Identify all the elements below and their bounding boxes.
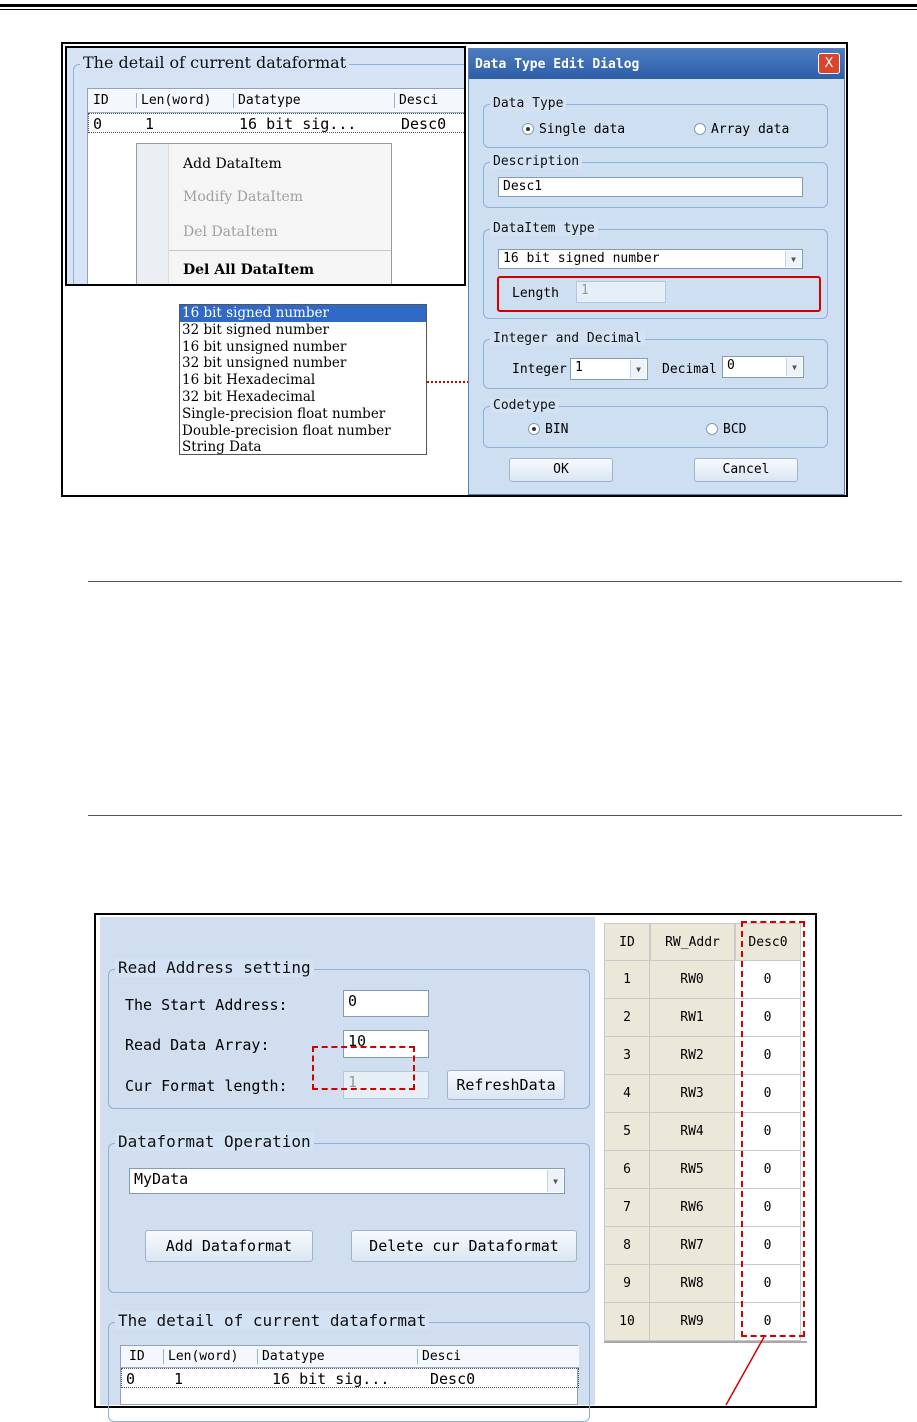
datatype-list xyxy=(179,304,427,455)
chevron-down-icon: ▼ xyxy=(547,1170,563,1192)
start-address-input[interactable]: 0 xyxy=(343,990,429,1017)
col-desc[interactable]: Desci xyxy=(394,93,438,108)
grid-cell-rwaddr[interactable]: RW1 xyxy=(650,999,735,1037)
datatype-option[interactable]: 32 bit signed number xyxy=(182,321,329,338)
dialog-title: Data Type Edit Dialog xyxy=(475,57,640,72)
radio-on-icon xyxy=(522,123,534,135)
length-label: Length xyxy=(512,286,559,301)
table-header xyxy=(88,89,466,113)
radio-off-icon xyxy=(706,423,718,435)
grid-cell-rwaddr[interactable]: RW8 xyxy=(650,1265,735,1303)
detail-title-bottom: The detail of current dataformat xyxy=(115,1311,429,1330)
integer-select[interactable] xyxy=(570,358,648,380)
chevron-down-icon: ▼ xyxy=(630,360,646,378)
grid-cell-rwaddr[interactable]: RW9 xyxy=(650,1303,735,1341)
col-datatype[interactable]: Datatype xyxy=(257,1349,325,1364)
grid-header-desc0[interactable]: Desc0 xyxy=(735,923,801,961)
decimal-value: 0 xyxy=(727,358,735,373)
description-input[interactable]: Desc1 xyxy=(498,177,803,197)
detail-panel-top xyxy=(65,46,466,286)
cell-desc: Desc0 xyxy=(430,1370,476,1388)
read-array-input[interactable]: 10 xyxy=(343,1030,429,1058)
grid-bottom-edge xyxy=(604,1341,807,1343)
pointer-line xyxy=(716,1335,776,1410)
decimal-label: Decimal xyxy=(662,362,717,377)
datatype-option[interactable]: 16 bit unsigned number xyxy=(182,338,347,355)
table-row[interactable] xyxy=(88,113,466,133)
integer-label: Integer xyxy=(512,362,567,377)
grid-header-id[interactable]: ID xyxy=(604,923,650,961)
datatype-option[interactable]: 32 bit unsigned number xyxy=(182,355,347,372)
close-button[interactable] xyxy=(818,53,840,74)
table-header xyxy=(121,1346,579,1368)
cur-format-label: Cur Format length: xyxy=(125,1077,288,1095)
radio-array-data[interactable] xyxy=(694,122,789,137)
start-address-label: The Start Address: xyxy=(125,996,288,1014)
grid-cell-id[interactable]: 7 xyxy=(604,1189,650,1227)
grid-cell-id[interactable]: 1 xyxy=(604,961,650,999)
grid-cell-value[interactable]: 0 xyxy=(735,1303,801,1341)
cell-len: 1 xyxy=(145,115,155,133)
group-description-title: Description xyxy=(490,154,582,169)
context-menu xyxy=(136,143,392,286)
grid-cell-id[interactable]: 5 xyxy=(604,1113,650,1151)
group-description xyxy=(483,154,828,208)
radio-array-label: Array data xyxy=(711,122,790,137)
detail-table-bottom xyxy=(120,1345,578,1405)
grid-cell-value[interactable]: 0 xyxy=(735,961,801,999)
radio-on-icon xyxy=(528,423,540,435)
grid-cell-id[interactable]: 10 xyxy=(604,1303,650,1341)
radio-bin[interactable] xyxy=(528,422,568,437)
dataformat-op-title: Dataformat Operation xyxy=(115,1132,314,1151)
cell-id: 0 xyxy=(126,1370,136,1388)
dataitem-type-value: 16 bit signed number xyxy=(503,251,660,266)
menu-separator xyxy=(169,250,391,251)
integer-value: 1 xyxy=(575,360,583,375)
group-data-type-title: Data Type xyxy=(490,96,566,111)
dataformat-value: MyData xyxy=(134,1170,189,1188)
group-codetype xyxy=(483,398,828,448)
col-id[interactable]: ID xyxy=(93,93,109,108)
length-highlight xyxy=(497,276,821,312)
grid-cell-value[interactable]: 0 xyxy=(735,1151,801,1189)
radio-off-icon xyxy=(694,123,706,135)
dataformat-select[interactable] xyxy=(129,1168,565,1194)
col-desc[interactable]: Desci xyxy=(417,1349,461,1364)
table-row[interactable] xyxy=(121,1368,579,1388)
group-codetype-title: Codetype xyxy=(490,398,559,413)
radio-bin-label: BIN xyxy=(545,422,569,437)
grid-cell-id[interactable]: 3 xyxy=(604,1037,650,1075)
bottom-figure xyxy=(94,913,817,1408)
cell-id: 0 xyxy=(93,115,103,133)
read-address-title: Read Address setting xyxy=(115,958,314,977)
read-array-label: Read Data Array: xyxy=(125,1036,270,1054)
grid-cell-value[interactable]: 0 xyxy=(735,1265,801,1303)
delete-dataformat-button[interactable]: Delete cur Dataformat xyxy=(351,1230,577,1262)
col-len[interactable]: Len(word) xyxy=(163,1349,238,1364)
grid-cell-rwaddr[interactable]: RW4 xyxy=(650,1113,735,1151)
grid-cell-rwaddr[interactable]: RW5 xyxy=(650,1151,735,1189)
section-rule-top xyxy=(88,581,902,582)
datatype-option[interactable]: Single-precision float number xyxy=(182,405,386,422)
grid-cell-rwaddr[interactable]: RW0 xyxy=(650,961,735,999)
group-integer-decimal xyxy=(483,331,828,389)
menu-gutter xyxy=(137,144,169,286)
grid-cell-id[interactable]: 4 xyxy=(604,1075,650,1113)
grid-cell-value[interactable]: 0 xyxy=(735,1227,801,1265)
menu-item-del[interactable]: Del DataItem xyxy=(183,224,278,240)
cell-len: 1 xyxy=(174,1370,184,1388)
close-icon: X xyxy=(824,56,834,71)
datatype-option[interactable]: String Data xyxy=(182,439,262,456)
grid-cell-id[interactable]: 2 xyxy=(604,999,650,1037)
dialog-titlebar xyxy=(469,49,844,79)
radio-bcd-label: BCD xyxy=(723,422,747,437)
grid-cell-rwaddr[interactable]: RW2 xyxy=(650,1037,735,1075)
grid-cell-value[interactable]: 0 xyxy=(735,1189,801,1227)
cur-format-input: 1 xyxy=(343,1071,429,1099)
datatype-option[interactable]: Double-precision float number xyxy=(182,422,391,439)
grid-cell-value[interactable]: 0 xyxy=(735,1075,801,1113)
section-rule-bottom xyxy=(88,815,902,816)
decimal-select[interactable] xyxy=(722,356,804,378)
top-figure xyxy=(61,42,848,497)
add-dataformat-button[interactable]: Add Dataformat xyxy=(145,1230,313,1262)
group-int-dec-title: Integer and Decimal xyxy=(490,331,645,346)
menu-item-add[interactable]: Add DataItem xyxy=(183,156,282,172)
col-datatype[interactable]: Datatype xyxy=(233,93,301,108)
cell-desc: Desc0 xyxy=(401,115,447,133)
group-dataitem-title: DataItem type xyxy=(490,221,598,236)
datatype-option[interactable]: 16 bit Hexadecimal xyxy=(182,372,316,389)
cancel-button[interactable]: Cancel xyxy=(694,458,798,482)
datatype-option[interactable]: 32 bit Hexadecimal xyxy=(182,388,316,405)
grid-cell-id[interactable]: 6 xyxy=(604,1151,650,1189)
grid-cell-rwaddr[interactable]: RW7 xyxy=(650,1227,735,1265)
grid-cell-value[interactable]: 0 xyxy=(735,999,801,1037)
header-rule-thick xyxy=(0,4,917,7)
refresh-data-button[interactable]: RefreshData xyxy=(447,1070,565,1100)
col-len[interactable]: Len(word) xyxy=(136,93,211,108)
chevron-down-icon: ▼ xyxy=(786,358,802,376)
cell-datatype: 16 bit sig... xyxy=(272,1370,390,1388)
length-input: 1 xyxy=(576,281,666,303)
grid-cell-rwaddr[interactable]: RW6 xyxy=(650,1189,735,1227)
group-data-type xyxy=(483,96,828,148)
radio-single-label: Single data xyxy=(539,122,626,137)
col-id[interactable]: ID xyxy=(129,1349,145,1364)
grid-cell-id[interactable]: 9 xyxy=(604,1265,650,1303)
data-type-edit-dialog xyxy=(468,48,845,495)
cell-datatype: 16 bit sig... xyxy=(239,115,357,133)
menu-item-del-all[interactable]: Del All DataItem xyxy=(183,262,315,278)
group-dataformat-operation xyxy=(108,1132,590,1293)
cur-format-highlight xyxy=(312,1046,415,1090)
datatype-option-selected[interactable]: 16 bit signed number xyxy=(180,305,426,322)
chevron-down-icon: ▼ xyxy=(785,251,801,267)
dataitem-type-select[interactable] xyxy=(498,249,803,269)
ok-button[interactable]: OK xyxy=(509,458,613,482)
left-settings-panel xyxy=(100,917,595,1405)
desc0-column-highlight xyxy=(741,921,805,1337)
grid-cell-value[interactable]: 0 xyxy=(735,1113,801,1151)
grid-cell-rwaddr[interactable]: RW3 xyxy=(650,1075,735,1113)
grid-cell-value[interactable]: 0 xyxy=(735,1037,801,1075)
radio-single-data[interactable] xyxy=(522,122,625,137)
grid-cell-id[interactable]: 8 xyxy=(604,1227,650,1265)
grid-header-rwaddr[interactable]: RW_Addr xyxy=(650,923,735,961)
menu-item-modify[interactable]: Modify DataItem xyxy=(183,189,304,205)
detail-title-top: The detail of current dataformat xyxy=(80,53,349,72)
header-rule-thin xyxy=(0,9,917,10)
radio-bcd[interactable] xyxy=(706,422,746,437)
